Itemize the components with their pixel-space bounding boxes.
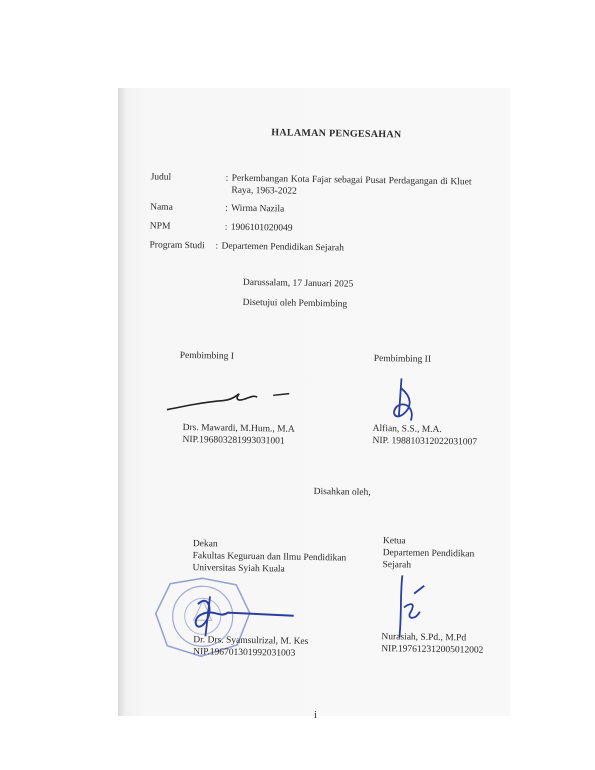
field-label-name: Nama: [150, 202, 173, 213]
supervisor1-name: Drs. Mawardi, M.Hum., M.A: [182, 422, 295, 435]
field-colon: :: [215, 241, 219, 252]
field-value-title: Perkembangan Kota Fajar sebagai Pusat Perdagangan di Kluet Raya, 1963-2022: [231, 173, 472, 197]
place-date: Darussalam, 17 Januari 2025: [242, 277, 354, 290]
dean-nip: NIP.196701301992031003: [193, 647, 296, 659]
field-label-program: Program Studi: [149, 240, 205, 252]
head-department-2: Sejarah: [382, 560, 412, 571]
approval-page: [112, 87, 510, 717]
field-value-npm: 1906101020049: [230, 222, 293, 234]
field-value-program: Departemen Pendidikan Sejarah: [221, 241, 344, 254]
supervisor2-nip: NIP. 198810312022031007: [372, 435, 478, 448]
field-value-name: Wirma Nazila: [231, 203, 285, 215]
field-label-npm: NPM: [149, 221, 171, 232]
field-colon: :: [225, 203, 228, 214]
head-nip: NIP.197612312005012002: [381, 644, 484, 656]
page-number: i: [314, 709, 318, 721]
page-title: HALAMAN PENGESAHAN: [271, 127, 402, 141]
head-department: Departemen Pendidikan: [382, 548, 475, 560]
supervisor1-nip: NIP.196803281993031001: [182, 434, 285, 447]
field-label-title: Judul: [150, 172, 172, 183]
head-name: Nurasiah, S.Pd., M.Pd: [381, 632, 467, 644]
supervisor1-role: Pembimbing I: [179, 350, 234, 362]
head-title: Ketua: [382, 536, 406, 547]
supervisor2-role: Pembimbing II: [373, 353, 432, 365]
ratified-by-text: Disahkan oleh,: [313, 487, 371, 498]
supervisor2-name: Alfian, S.S., M.A.: [372, 423, 442, 436]
dean-name: Dr. Drs. Syamsulrizal, M. Kes: [193, 635, 309, 647]
dean-faculty: Fakultas Keguruan dan Ilmu Pendidikan: [192, 551, 347, 564]
dean-university: Universitas Syiah Kuala: [192, 563, 285, 575]
approved-by-text: Disetujui oleh Pembimbing: [242, 297, 348, 310]
field-colon: :: [225, 173, 229, 184]
field-colon: :: [224, 222, 228, 233]
supervisor1-signature: [165, 384, 306, 426]
dean-title: Dekan: [192, 539, 218, 550]
